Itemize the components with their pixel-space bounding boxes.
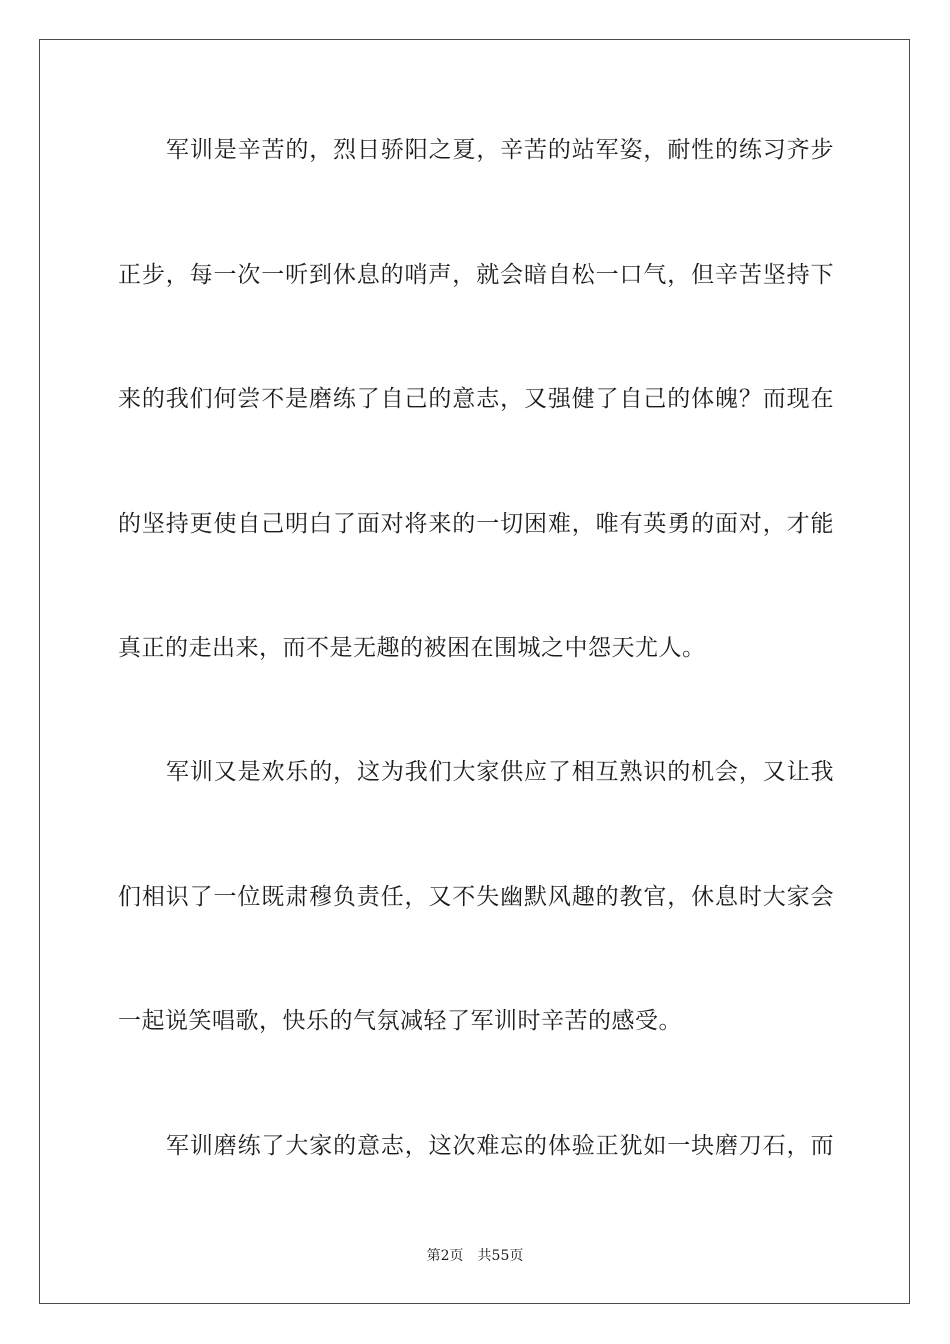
paragraph-2-line-2: 们相识了一位既肃穆负责任，又不失幽默风趣的教官，休息时大家会 [118, 884, 834, 910]
page-number: 第2页 [426, 1248, 464, 1264]
paragraph-1-line-3: 来的我们何尝不是磨练了自己的意志，又强健了自己的体魄？而现在 [118, 386, 834, 412]
paragraph-3-line-1: 军训磨练了大家的意志，这次难忘的体验正犹如一块磨刀石，而 [166, 1133, 834, 1159]
page-frame [39, 39, 910, 1304]
paragraph-1-line-4: 的坚持更使自己明白了面对将来的一切困难，唯有英勇的面对，才能 [118, 511, 834, 537]
paragraph-2-line-3: 一起说笑唱歌，快乐的气氛减轻了军训时辛苦的感受。 [118, 1008, 682, 1034]
paragraph-1-line-5: 真正的走出来，而不是无趣的被困在围城之中怨天尤人。 [118, 635, 706, 661]
paragraph-2-line-1: 军训又是欢乐的，这为我们大家供应了相互熟识的机会，又让我 [166, 759, 834, 785]
paragraph-1-line-1: 军训是辛苦的，烈日骄阳之夏，辛苦的站军姿，耐性的练习齐步 [166, 137, 834, 163]
paragraph-1-line-2: 正步，每一次一听到休息的哨声，就会暗自松一口气，但辛苦坚持下 [118, 262, 834, 288]
page-footer [0, 1247, 950, 1265]
page-total: 共55页 [477, 1248, 524, 1264]
